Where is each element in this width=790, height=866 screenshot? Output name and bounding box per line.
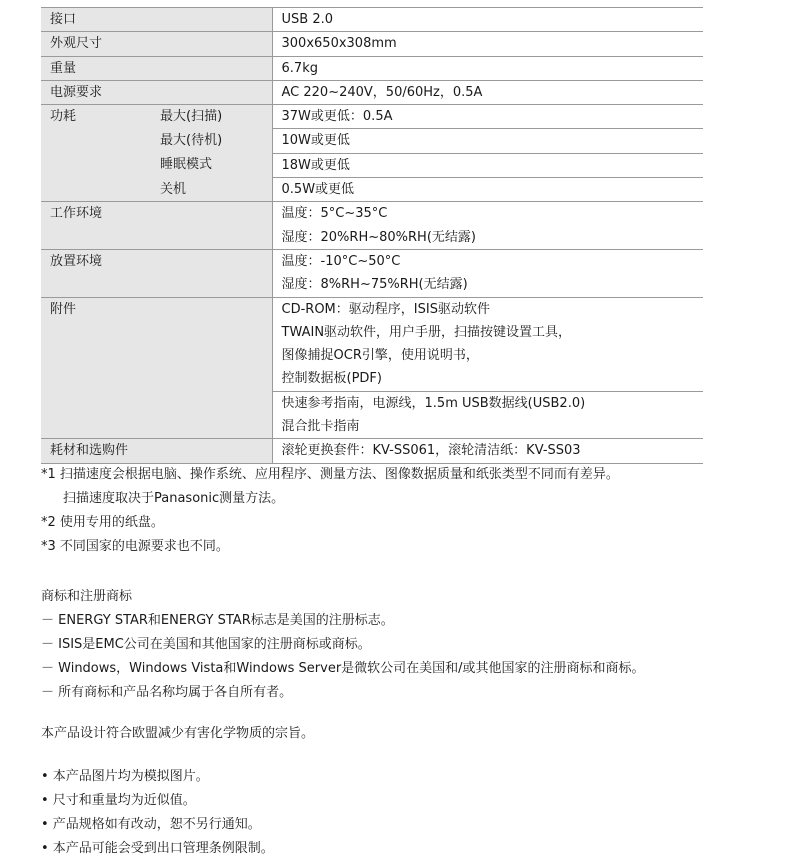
spec-value-line: 温度：-10°C~50°C — [281, 253, 401, 269]
spec-sublabel: 睡眠模式 — [151, 153, 272, 177]
spec-row-dimensions — [41, 32, 703, 56]
trademark-item: － ISIS是EMC公司在美国和其他国家的注册商标或商标。 — [41, 637, 371, 652]
spec-value — [272, 202, 703, 250]
footnote-1-continued: 扫描速度取决于Panasonic测量方法。 — [63, 491, 285, 506]
spec-row-operating-environment — [41, 202, 703, 250]
spec-sublabel: 最大(扫描) — [151, 105, 272, 129]
spec-label: 工作环境 — [41, 202, 272, 250]
spec-row-consumables — [41, 439, 703, 463]
spec-row-accessories — [41, 297, 703, 391]
spec-value-line: 温度：5°C~35°C — [281, 206, 388, 222]
spec-sublabel: 最大(待机) — [151, 129, 272, 153]
spec-row-interface — [41, 8, 703, 32]
disclaimer-item: • 产品规格如有改动，恕不另行通知。 — [41, 817, 261, 832]
spec-row-power-max-scan — [41, 105, 703, 129]
eu-statement: 本产品设计符合欧盟减少有害化学物质的宗旨。 — [41, 726, 315, 741]
spec-value: 滚轮更换套件：KV-SS061，滚轮清洁纸：KV-SS03 — [272, 439, 703, 463]
spec-label: 附件 — [41, 297, 272, 439]
spec-sublabel: 关机 — [151, 178, 272, 202]
spec-table — [41, 7, 703, 464]
trademark-item: － 所有商标和产品名称均属于各自所有者。 — [41, 685, 293, 700]
spec-label: 耗材和选购件 — [41, 439, 272, 463]
spec-value: 10W或更低 — [272, 129, 703, 153]
spec-row-weight — [41, 56, 703, 80]
spec-label: 接口 — [41, 8, 272, 32]
spec-value-line: 湿度：20%RH~80%RH(无结露) — [281, 229, 476, 245]
disclaimer-item: • 本产品图片均为模拟图片。 — [41, 769, 209, 784]
disclaimer-item: • 本产品可能会受到出口管理条例限制。 — [41, 841, 274, 856]
spec-label: 重量 — [41, 56, 272, 80]
spec-value-line: 湿度：8%RH~75%RH(无结露) — [281, 277, 468, 293]
disclaimer-item: • 尺寸和重量均为近似值。 — [41, 793, 196, 808]
spec-label: 功耗 — [41, 105, 151, 202]
spec-value: AC 220~240V，50/60Hz，0.5A — [272, 80, 703, 104]
spec-value-line: 图像捕捉OCR引擎，使用说明书， — [281, 348, 479, 364]
spec-value: 37W或更低：0.5A — [272, 105, 703, 129]
spec-label: 放置环境 — [41, 249, 272, 297]
spec-value: 0.5W或更低 — [272, 178, 703, 202]
footnote-3: *3 不同国家的电源要求也不同。 — [41, 539, 229, 554]
spec-value-line: 混合批卡指南 — [281, 419, 360, 435]
spec-value: 18W或更低 — [272, 153, 703, 177]
spec-value: 6.7kg — [272, 56, 703, 80]
footnote-2: *2 使用专用的纸盘。 — [41, 515, 164, 530]
spec-value-line: 控制数据板(PDF) — [281, 371, 382, 387]
trademark-item: － ENERGY STAR和ENERGY STAR标志是美国的注册标志。 — [41, 613, 394, 628]
footnote-1: *1 扫描速度会根据电脑、操作系统、应用程序、测量方法、图像数据质量和纸张类型不同而有差异。 — [41, 467, 619, 482]
spec-value-line: 快速参考指南，电源线，1.5m USB数据线(USB2.0) — [281, 395, 586, 411]
spec-value-line: TWAIN驱动软件，用户手册，扫描按键设置工具， — [281, 324, 572, 340]
trademarks-title: 商标和注册商标 — [41, 589, 133, 604]
spec-value — [272, 249, 703, 297]
spec-row-storage-environment — [41, 249, 703, 297]
spec-value — [272, 391, 703, 439]
spec-value: USB 2.0 — [272, 8, 703, 32]
spec-value-line: CD-ROM：驱动程序，ISIS驱动软件 — [281, 301, 490, 317]
spec-label: 外观尺寸 — [41, 32, 272, 56]
spec-value — [272, 297, 703, 391]
spec-value: 300x650x308mm — [272, 32, 703, 56]
spec-row-power-requirement — [41, 80, 703, 104]
spec-label: 电源要求 — [41, 80, 272, 104]
notes-section — [41, 463, 781, 861]
trademark-item: － Windows，Windows Vista和Windows Server是微软公司在美国和/或其他国家的注册商标和商标。 — [41, 661, 645, 676]
